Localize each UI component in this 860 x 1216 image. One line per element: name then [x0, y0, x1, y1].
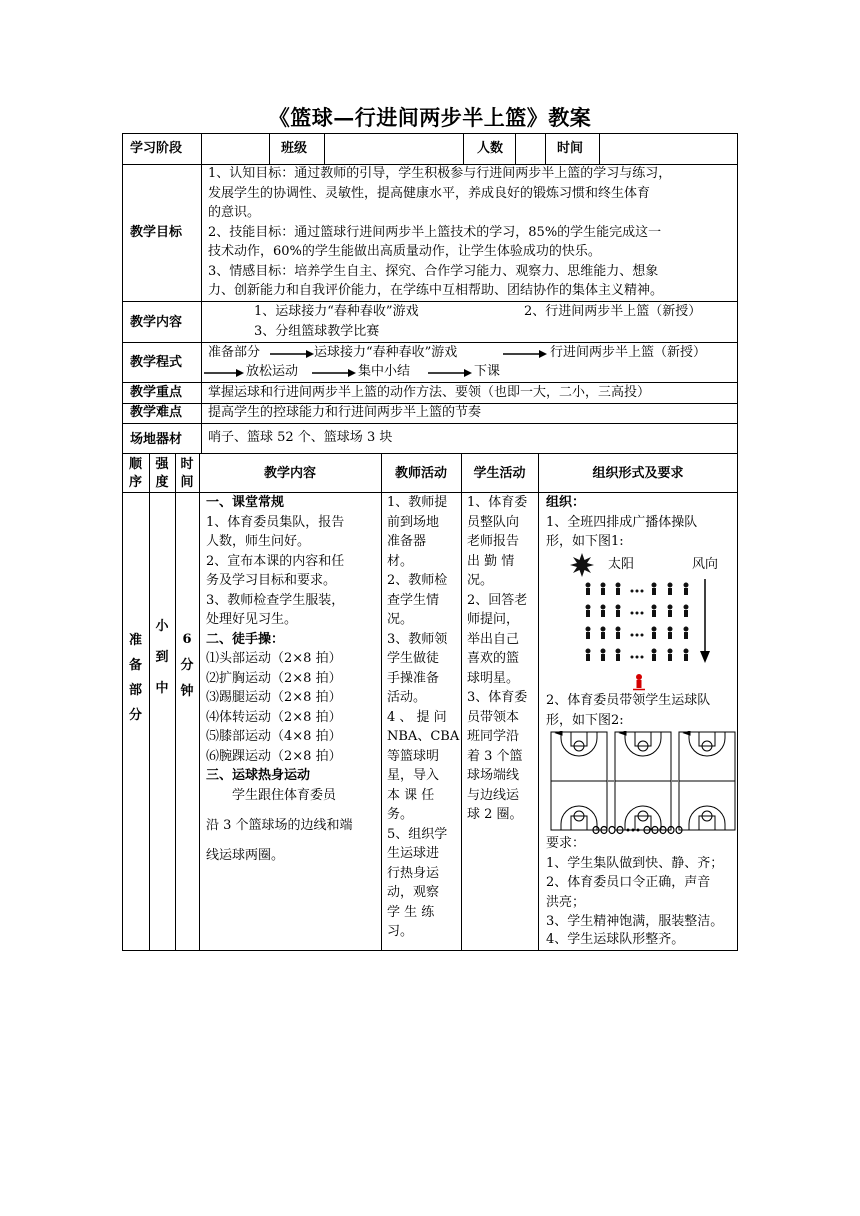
count-label: 人数 [477, 141, 504, 156]
procedure-arrow-icon [204, 368, 244, 378]
equipment-text: 哨子、篮球 52 个、篮球场 3 块 [208, 430, 393, 445]
procedure-step-3: 行进间两步半上篮（新授） [550, 345, 707, 360]
col-student: 学生活动 [473, 466, 526, 481]
procedure-arrow-icon [312, 368, 356, 378]
content-item-2: 2、行进间两步半上篮（新授） [524, 304, 702, 319]
procedure-step-4: 放松运动 [246, 364, 299, 379]
procedure-step-1: 准备部分 [208, 345, 261, 360]
page-title: 《篮球—行进间两步半上篮》教案 [268, 105, 592, 130]
section-name: 准 备 部 分 [128, 633, 142, 723]
col-time-1: 时 [180, 457, 194, 472]
section-intensity: 小 到 中 [155, 619, 169, 696]
content-label: 教学内容 [130, 315, 183, 330]
content-item-1: 1、运球接力“春种春收”游戏 [254, 304, 419, 319]
col-order-2: 序 [128, 475, 142, 490]
col-teacher: 教师活动 [394, 466, 447, 481]
difficulty-text: 提高学生的控球能力和行进间两步半上篮的节奏 [208, 405, 482, 420]
committee-member-icon [633, 673, 645, 691]
equipment-label: 场地器材 [130, 432, 183, 447]
sun-icon [570, 553, 594, 577]
lesson-plan-table: 学习阶段 班级 人数 时间 教学目标 1、认知目标：通过教师的引导，学生积极参与行进间两步半上篮的学习与练习， 发展学生的协调性、灵敏性，提高健康水平，养成良好的锻炼习惯和终生体育 的意识。 2、技能目标：通过篮球行进间两步半上篮技术的学习，85%的学生能完成这一 技术动作，60%的学生能做出高质量动作，让学生体验成功的快乐。 3、情感目标：培养学生自主、探究、合作学习能力、观察力、思维能力、想象 力、创新能力和自我评价能力，在学练中互相帮助、团结协作的集体主义精神。 教学内容 1、运球接力“春种春收”游戏 2、行进间两步半上篮（新授） 3、分组篮球教学比赛 教学程式 准备部分 运球接力“春种春收”游戏 行进间两步半上篮（新授） 放松运动 集中小结 下课 教学重点 掌握运球和行进间两步半上篮的动作方法、要领（也即一大，二小，三高投） 教学难点 提高学生的控球能力和行进间两步半上篮的节奏 场地器材 哨子、篮球 52 个、篮球场 3 块 顺 序 强 度 时 间 教学内容 教师活动 学生活动 组织形式及要求 准 备 部 分 小 到 中 6 分 钟 一、课堂常规 1、体育委员集队，报告 人数，师生问好。 2、宣布本课的内容和任 务及学习目标和要求。 3、教师检查学生服装， 处理好见习生。 二、徒手操： ⑴头部运动（2×8 拍） ⑵扩胸运动（2×8 拍） ⑶踢腿运动（2×8 拍） ⑷体转运动（2×8 拍） ⑸膝部运动（4×8 拍） ⑹腕踝运动（2×8 拍） 三、运球热身运动 学生跟住体育委员 沿 3 个篮球场的边线和端 线运球两圈。 1、教师提 前到场地 准备器 材。 2、教师检 查学生情 况。 3、教师领 学生做徒 手操准备 活动。 4 、 提 问 NBA、CBA 等篮球明 星，导入 本 课 任 务。 5、组织学 生运球进 行热身运 动，观察 学 生 练 习。 1、体育委 员整队向 老师报告 出 勤 情 况。 2、回答老 师提问， 举出自己 喜欢的篮 球明星。 3、体育委 员带领本 班同学沿 着 3 个篮 球场端线 与边线运 球 2 圈。 组织： 1、全班四排成广播体操队 形，如下图1: 太阳 风向 2、体育委员带领学生运球队 形，如下图2: 要求： 1、学生集队做到快、静、齐； 2、体育委员口令正确，声音 洪亮； 3、学生精神饱满，服装整洁。 4、学生运球队形整齐。 [122, 133, 738, 951]
procedure-step-5: 集中小结 [358, 364, 411, 379]
student-queue-icon [592, 825, 702, 835]
procedure-arrow-icon [428, 368, 472, 378]
col-intensity-1: 强 [155, 457, 169, 472]
col-content: 教学内容 [263, 466, 316, 481]
basketball-courts-icon [550, 731, 736, 833]
wind-label: 风向 [692, 557, 719, 572]
sun-label: 太阳 [608, 557, 635, 572]
student-formation-icon [584, 581, 696, 675]
section-time: 6 分 钟 [180, 632, 194, 699]
time-label: 时间 [557, 141, 584, 156]
procedure-arrow-icon [270, 349, 314, 359]
col-order-1: 顺 [128, 457, 142, 472]
wind-arrow-icon [699, 579, 711, 663]
col-time-2: 间 [180, 475, 194, 490]
key-point-label: 教学重点 [130, 385, 183, 400]
goals-label: 教学目标 [130, 225, 183, 240]
col-organization: 组织形式及要求 [592, 466, 684, 481]
class-label: 班级 [281, 141, 308, 156]
difficulty-label: 教学难点 [130, 405, 183, 420]
procedure-label: 教学程式 [130, 355, 183, 370]
procedure-step-2: 运球接力“春种春收”游戏 [314, 345, 458, 360]
procedure-arrow-icon [503, 349, 547, 359]
col-intensity-2: 度 [155, 475, 169, 490]
procedure-step-6: 下课 [474, 364, 501, 379]
key-point-text: 掌握运球和行进间两步半上篮的动作方法、要领（也即一大，二小，三高投） [208, 385, 651, 400]
stage-label: 学习阶段 [130, 141, 183, 156]
content-item-3: 3、分组篮球教学比赛 [254, 324, 380, 339]
